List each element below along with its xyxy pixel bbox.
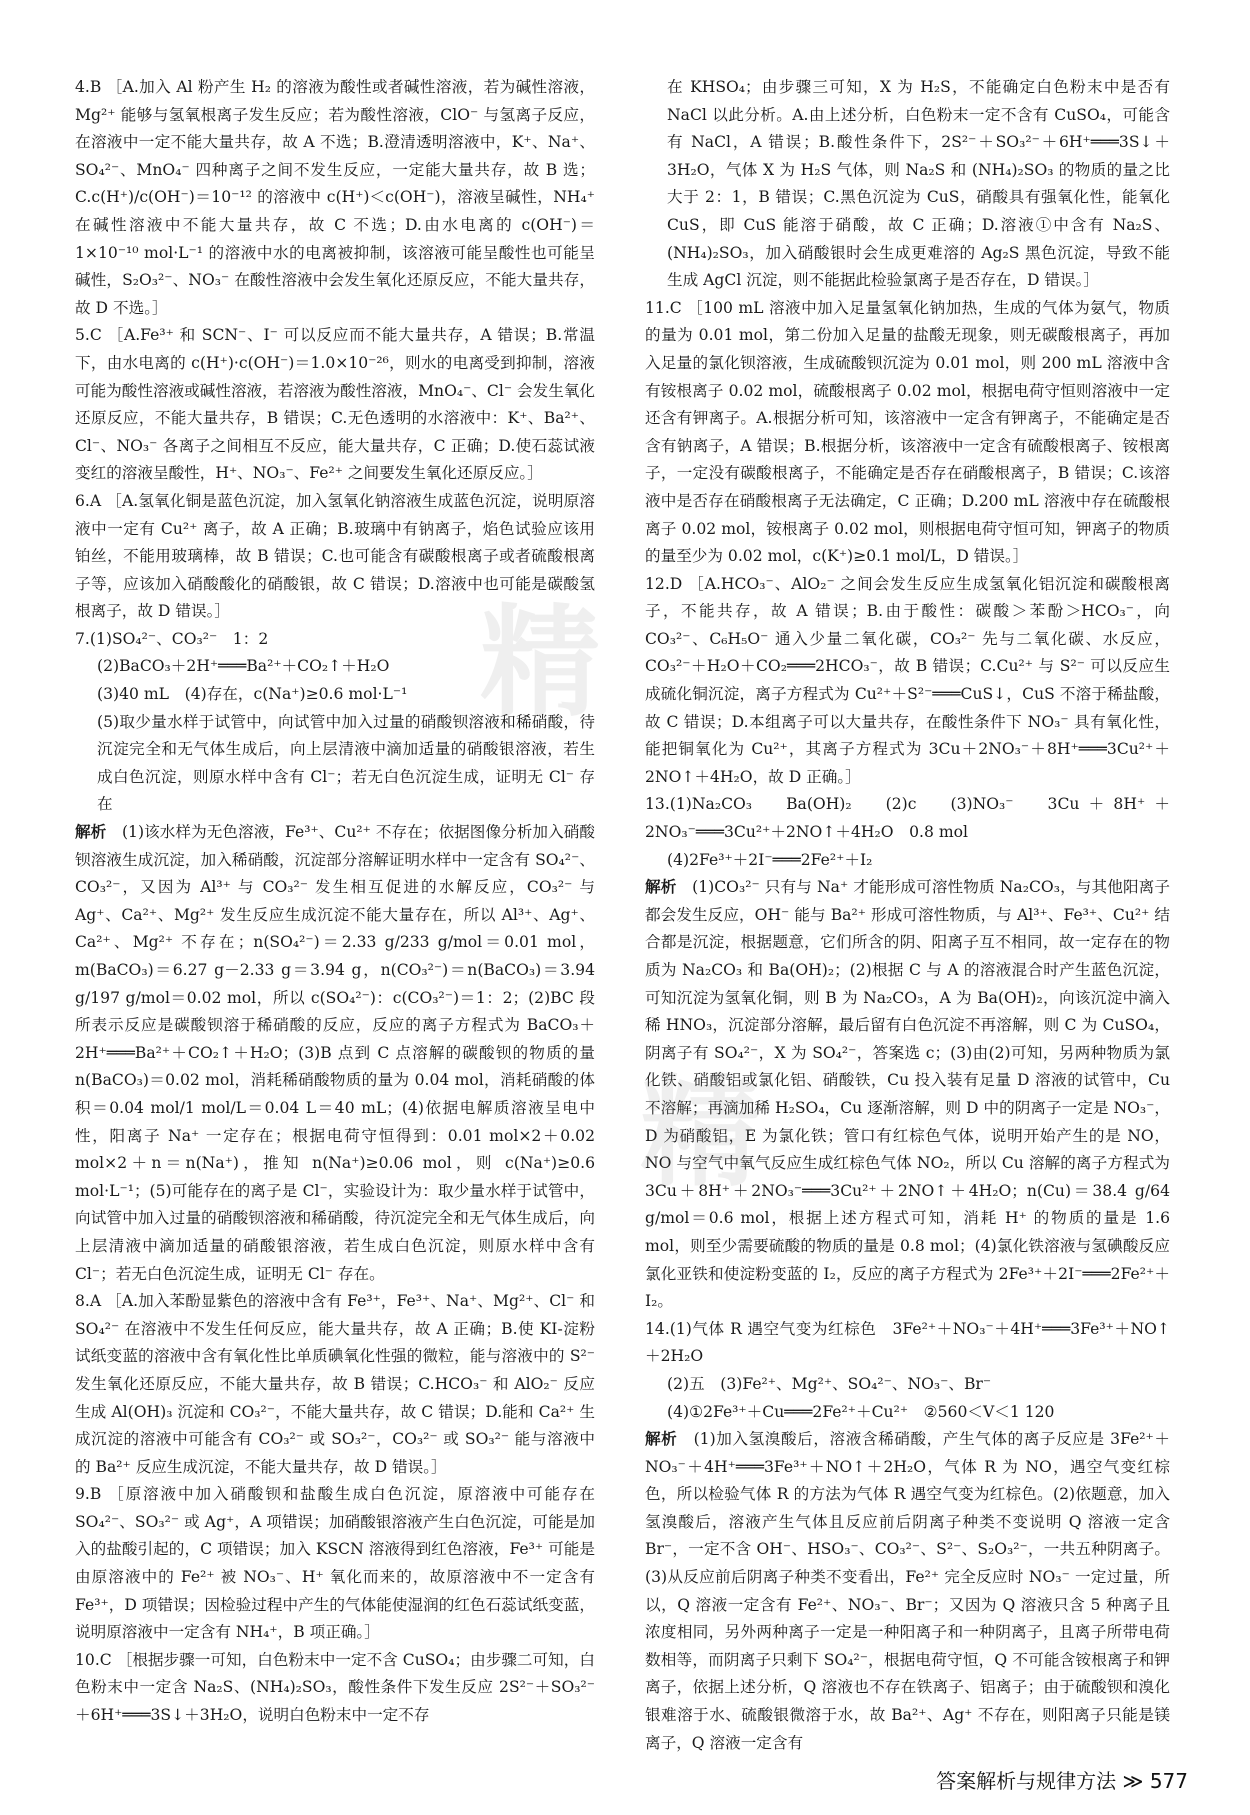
answer-paragraph	[645, 791, 1170, 846]
answer-paragraph	[645, 1399, 1170, 1427]
paragraph-text: (1)加入氢溴酸后，溶液含稀硝酸，产生气体的离子反应是 3Fe²⁺＋NO₃⁻＋4H⁺═══3Fe³⁺＋NO↑＋2H₂O，气体 R 为 NO，遇空气变红棕色，所以检验气体 R 的方法为气体 R 遇空气变为红棕色。(2)依题意，加入氢溴酸后，溶液产生气体且反应前后阴离子种类不变说明 Q 溶液一定含 Br⁻，一定不含 OH⁻、HSO₃⁻、CO₃²⁻、S²⁻、S₂O₃²⁻，一共五种阴离子。(3)从反应前后阴离子种类不变看出，Fe²⁺ 完全反应时 NO₃⁻ 一定过量，所以，Q 溶液一定含有 Fe²⁺、NO₃⁻、Br⁻；又因为 Q 溶液只含 5 种离子且浓度相同，另外两种离子一定是一种阳离子和一种阴离子，且离子所带电荷数相等，而阴离子只剩下 SO₄²⁻，根据电荷守恒，Q 不可能含铵根离子和钾离子，依据上述分析，Q 溶液也不存在铁离子、铝离子；由于硫酸钡和溴化银难溶于水、硫酸银微溶于水，故 Ba²⁺、Ag⁺ 不存在，则阳离子只能是镁离子，Q 溶液一定含有	[645, 1430, 1170, 1752]
answer-paragraph	[75, 488, 595, 626]
paragraph-text: 6.A ［A.氢氧化铜是蓝色沉淀，加入氢氧化钠溶液生成蓝色沉淀，说明原溶液中一定有 Cu²⁺ 离子，故 A 正确；B.玻璃中有钠离子，焰色试验应该用铂丝，不能用玻璃棒，故 B 错误；C.也可能含有碳酸根离子或者硫酸根离子等，应该加入硝酸酸化的硝酸银，故 C 错误；D.溶液中也可能是碳酸氢根离子，故 D 错误。］	[75, 491, 595, 621]
paragraph-text: (2)BaCO₃＋2H⁺═══Ba²⁺＋CO₂↑＋H₂O	[97, 657, 390, 676]
paragraph-text: (1)该水样为无色溶液，Fe³⁺、Cu²⁺ 不存在；依据图像分析加入硝酸钡溶液生成沉淀，加入稀硝酸，沉淀部分溶解证明水样中一定含有 SO₄²⁻、CO₃²⁻，又因为 Al³⁺ 与 CO₃²⁻ 发生相互促进的水解反应，CO₃²⁻ 与 Ag⁺、Ca²⁺、Mg²⁺ 发生反应生成沉淀不能大量存在，所以 Al³⁺、Ag⁺、Ca²⁺、Mg²⁺ 不存在；n(SO₄²⁻)＝2.33 g/233 g/mol＝0.01 mol，m(BaCO₃)＝6.27 g－2.33 g＝3.94 g，n(CO₃²⁻)＝n(BaCO₃)＝3.94 g/197 g/mol＝0.02 mol，所以 c(SO₄²⁻)：c(CO₃²⁻)＝1：2；(2)BC 段所表示反应是碳酸钡溶于稀硝酸的反应，反应的离子方程式为 BaCO₃＋2H⁺═══Ba²⁺＋CO₂↑＋H₂O；(3)B 点到 C 点溶解的碳酸钡的物质的量 n(BaCO₃)＝0.02 mol，消耗稀硝酸物质的量为 0.04 mol，消耗硝酸的体积＝0.04 mol/1 mol/L＝0.04 L＝40 mL；(4)依据电解质溶液呈电中性，阳离子 Na⁺ 一定存在；根据电荷守恒得到：0.01 mol×2＋0.02 mol×2＋n＝n(Na⁺)，推知 n(Na⁺)≥0.06 mol，则 c(Na⁺)≥0.6 mol·L⁻¹；(5)可能存在的离子是 Cl⁻，实验设计为：取少量水样于试管中，向试管中加入过量的硝酸钡溶液和稀硝酸，待沉淀完全和无气体生成后，向上层清液中滴加适量的硝酸银溶液，若生成白色沉淀，则原水样中含有 Cl⁻；若无白色沉淀生成，证明无 Cl⁻ 存在。	[75, 823, 595, 1283]
answer-paragraph	[75, 1288, 595, 1481]
page-number: 577	[1149, 1769, 1188, 1793]
paragraph-text: 10.C ［根据步骤一可知，白色粉末中一定不含 CuSO₄；由步骤二可知，白色粉末中一定含 Na₂S、(NH₄)₂SO₃，酸性条件下发生反应 2S²⁻＋SO₃²⁻＋6H⁺═══3S↓＋3H₂O，说明白色粉末中一定不存	[75, 1650, 595, 1725]
paragraph-text: 4.B ［A.加入 Al 粉产生 H₂ 的溶液为酸性或者碱性溶液，若为碱性溶液，Mg²⁺ 能够与氢氧根离子发生反应；若为酸性溶液，ClO⁻ 与氢离子反应，在溶液中一定不能大量共存，故 A 不选；B.澄清透明溶液中，K⁺、Na⁺、SO₄²⁻、MnO₄⁻ 四种离子之间不发生反应，一定能大量共存，故 B 选；C.c(H⁺)/c(OH⁻)＝10⁻¹² 的溶液中 c(H⁺)＜c(OH⁻)，溶液呈碱性，NH₄⁺ 在碱性溶液中不能大量共存，故 C 不选；D.由水电离的 c(OH⁻)＝1×10⁻¹⁰ mol·L⁻¹ 的溶液中水的电离被抑制，该溶液可能呈酸性也可能呈碱性，S₂O₃²⁻、NO₃⁻ 在酸性溶液中会发生氧化还原反应，不能大量共存，故 D 不选。］	[75, 78, 595, 317]
answer-paragraph	[645, 847, 1170, 875]
paragraph-text: 在 KHSO₄；由步骤三可知，X 为 H₂S，不能确定白色粉末中是否有 NaCl 以此分析。A.由上述分析，白色粉末一定不含有 CuSO₄，可能含有 NaCl，A 错误；B.酸性条件下，2S²⁻＋SO₃²⁻＋6H⁺═══3S↓＋3H₂O，气体 X 为 H₂S 气体，则 Na₂S 和 (NH₄)₂SO₃ 的物质的量之比大于 2：1，B 错误；C.黑色沉淀为 CuS，硝酸具有强氧化性，能氧化 CuS，即 CuS 能溶于硝酸，故 C 正确；D.溶液①中含有 Na₂S、(NH₄)₂SO₃，加入硝酸银时会生成更难溶的 Ag₂S 黑色沉淀，导致不能生成 AgCl 沉淀，则不能据此检验氯离子是否存在，D 错误。］	[667, 78, 1170, 290]
paragraph-text: (3)40 mL (4)存在，c(Na⁺)≥0.6 mol·L⁻¹	[97, 685, 408, 704]
paragraph-text: 13.(1)Na₂CO₃ Ba(OH)₂ (2)c (3)NO₃⁻ 3Cu＋8H⁺＋2NO₃⁻═══3Cu²⁺＋2NO↑＋4H₂O 0.8 mol	[645, 795, 1170, 842]
watermark-stamp: 精	[480, 594, 604, 733]
answer-paragraph	[645, 874, 1170, 1316]
left-column	[75, 74, 595, 1730]
page-footer	[936, 1768, 1188, 1796]
paragraph-text: (1)CO₃²⁻ 只有与 Na⁺ 才能形成可溶性物质 Na₂CO₃，与其他阳离子都会发生反应，OH⁻ 能与 Ba²⁺ 形成可溶性物质，与 Al³⁺、Fe³⁺、Cu²⁺ 结合都是沉淀，根据题意，它们所含的阴、阳离子互不相同，故一定存在的物质为 Na₂CO₃ 和 Ba(OH)₂；(2)根据 C 与 A 的溶液混合时产生蓝色沉淀，可知沉淀为氢氧化铜，则 B 为 Na₂CO₃，A 为 Ba(OH)₂，向该沉淀中滴入稀 HNO₃，沉淀部分溶解，最后留有白色沉淀不再溶解，则 C 为 CuSO₄，阴离子有 SO₄²⁻，X 为 SO₄²⁻，答案选 c；(3)由(2)可知，另两种物质为氯化铁、硝酸铝或氯化铝、硝酸铁，Cu 投入装有足量 D 溶液的试管中，Cu 不溶解；再滴加稀 H₂SO₄，Cu 逐渐溶解，则 D 中的阴离子一定是 NO₃⁻，D 为硝酸铝，E 为氯化铁；管口有红棕色气体，说明开始产生的是 NO，NO 与空气中氧气反应生成红棕色气体 NO₂，所以 Cu 溶解的离子方程式为 3Cu＋8H⁺＋2NO₃⁻═══3Cu²⁺＋2NO↑＋4H₂O；n(Cu)＝38.4 g/64 g/mol＝0.6 mol，根据上述方程式可知，消耗 H⁺ 的物质的量是 1.6 mol，则至少需要硫酸的物质的量是 0.8 mol；(4)氯化铁溶液与氢碘酸反应氯化亚铁和使淀粉变蓝的 I₂，反应的离子方程式为 2Fe³⁺＋2I⁻═══2Fe²⁺＋I₂。	[645, 878, 1170, 1311]
analysis-label: 解析	[645, 1430, 678, 1449]
paragraph-text: 9.B ［原溶液中加入硝酸钡和盐酸生成白色沉淀，原溶液中可能存在 SO₄²⁻、SO₃²⁻ 或 Ag⁺，A 项错误；加硝酸银溶液产生白色沉淀，可能是加入的盐酸引起的，C 项错误；加入 KSCN 溶液得到红色溶液，Fe³⁺ 可能是由原溶液中的 Fe²⁺ 被 NO₃⁻、H⁺ 氧化而来的，故原溶液中不一定含有 Fe³⁺，D 项错误；因检验过程中产生的气体能使湿润的红色石蕊试纸变蓝，说明原溶液中一定含有 NH₄⁺，B 项正确。］	[75, 1485, 595, 1642]
answer-paragraph	[75, 1647, 595, 1730]
paragraph-text: 12.D ［A.HCO₃⁻、AlO₂⁻ 之间会发生反应生成氢氧化铝沉淀和碳酸根离子，不能共存，故 A 错误；B.由于酸性：碳酸＞苯酚＞HCO₃⁻，向 CO₃²⁻、C₆H₅O⁻ 通入少量二氧化碳，CO₃²⁻ 先与二氧化碳、水反应，CO₃²⁻＋H₂O＋CO₂═══2HCO₃⁻，故 B 错误；C.Cu²⁺ 与 S²⁻ 可以反应生成硫化铜沉淀，离子方程式为 Cu²⁺＋S²⁻═══CuS↓，CuS 不溶于稀盐酸，故 C 错误；D.本组离子可以大量共存，在酸性条件下 NO₃⁻ 具有氧化性，能把铜氧化为 Cu²⁺，其离子方程式为 3Cu＋2NO₃⁻＋8H⁺═══3Cu²⁺＋2NO↑＋4H₂O，故 D 正确。］	[645, 574, 1170, 786]
answer-paragraph	[75, 74, 595, 322]
answer-paragraph	[645, 1316, 1170, 1371]
watermark-stamp: 精	[640, 1064, 764, 1203]
answer-paragraph	[645, 74, 1170, 295]
answer-paragraph	[75, 819, 595, 1288]
answer-paragraph	[645, 295, 1170, 571]
paragraph-text: (5)取少量水样于试管中，向试管中加入过量的硝酸钡溶液和稀硝酸，待沉淀完全和无气体生成后，向上层清液中滴加适量的硝酸银溶液，若生成白色沉淀，则原水样中含有 Cl⁻；若无白色沉淀生成，证明无 Cl⁻ 存在	[97, 712, 595, 814]
footer-arrows: ≫	[1122, 1769, 1144, 1793]
answer-paragraph	[645, 571, 1170, 792]
analysis-label: 解析	[75, 823, 107, 842]
paragraph-text: 8.A ［A.加入苯酚显紫色的溶液中含有 Fe³⁺，Fe³⁺、Na⁺、Mg²⁺、Cl⁻ 和 SO₄²⁻ 在溶液中不发生任何反应，能大量共存，故 A 正确；B.使 KI-淀粉试纸变蓝的溶液中含有氧化性比单质碘氧化性强的微粒，能与溶液中的 S²⁻ 发生氧化还原反应，不能大量共存，故 B 错误；C.HCO₃⁻ 和 AlO₂⁻ 反应生成 Al(OH)₃ 沉淀和 CO₃²⁻，不能大量共存，故 C 错误；D.能和 Ca²⁺ 生成沉淀的溶液中可能含有 CO₃²⁻ 或 SO₃²⁻，CO₃²⁻ 或 SO₃²⁻ 能与溶液中的 Ba²⁺ 反应生成沉淀，不能大量共存，故 D 错误。］	[75, 1292, 595, 1476]
answer-paragraph	[75, 322, 595, 488]
paragraph-text: 5.C ［A.Fe³⁺ 和 SCN⁻、I⁻ 可以反应而不能大量共存，A 错误；B.常温下，由水电离的 c(H⁺)·c(OH⁻)＝1.0×10⁻²⁶，则水的电离受到抑制，溶液可能为酸性溶液或碱性溶液，若溶液为酸性溶液，MnO₄⁻、Cl⁻ 会发生氧化还原反应，不能大量共存，B 错误；C.无色透明的水溶液中：K⁺、Ba²⁺、Cl⁻、NO₃⁻ 各离子之间相互不反应，能大量共存，C 正确；D.使石蕊试液变红的溶液呈酸性，H⁺、NO₃⁻、Fe²⁺ 之间要发生氧化还原反应。］	[75, 326, 596, 483]
answer-paragraph	[75, 626, 595, 654]
paragraph-text: 14.(1)气体 R 遇空气变为红棕色 3Fe²⁺＋NO₃⁻＋4H⁺═══3Fe³⁺＋NO↑＋2H₂O	[645, 1319, 1170, 1366]
paragraph-text: (2)五 (3)Fe²⁺、Mg²⁺、SO₄²⁻、NO₃⁻、Br⁻	[667, 1374, 992, 1393]
analysis-label: 解析	[645, 878, 677, 897]
paragraph-text: 11.C ［100 mL 溶液中加入足量氢氧化钠加热，生成的气体为氨气，物质的量为 0.01 mol，第二份加入足量的盐酸无现象，则无碳酸根离子，再加入足量的氯化钡溶液，生成硫酸钡沉淀为 0.01 mol，则 200 mL 溶液中含有铵根离子 0.02 mol，硫酸根离子 0.02 mol，根据电荷守恒则溶液中一定还含有钾离子。A.根据分析可知，该溶液中一定含有钾离子，不能确定是否含有钠离子，A 错误；B.根据分析，该溶液中一定含有硫酸根离子、铵根离子，一定没有碳酸根离子，不能确定是否存在硝酸根离子，B 错误；C.该溶液中是否存在硝酸根离子无法确定，C 正确；D.200 mL 溶液中存在硫酸根离子 0.02 mol，铵根离子 0.02 mol，则根据电荷守恒可知，钾离子的物质的量至少为 0.02 mol，c(K⁺)≥0.1 mol/L，D 错误。］	[645, 298, 1170, 566]
answer-paragraph	[75, 653, 595, 681]
footer-label: 答案解析与规律方法	[936, 1769, 1117, 1793]
paragraph-text: (4)①2Fe³⁺＋Cu═══2Fe²⁺＋Cu²⁺ ②560＜V＜1 120	[667, 1402, 1055, 1421]
paragraph-text: (4)2Fe³⁺＋2I⁻═══2Fe²⁺＋I₂	[667, 850, 873, 869]
answer-paragraph	[75, 681, 595, 709]
answer-paragraph	[75, 1481, 595, 1647]
answer-paragraph	[645, 1371, 1170, 1399]
answer-paragraph	[645, 1426, 1170, 1757]
answer-paragraph	[75, 709, 595, 819]
paragraph-text: 7.(1)SO₄²⁻、CO₃²⁻ 1：2	[75, 629, 269, 648]
right-column	[645, 74, 1170, 1757]
